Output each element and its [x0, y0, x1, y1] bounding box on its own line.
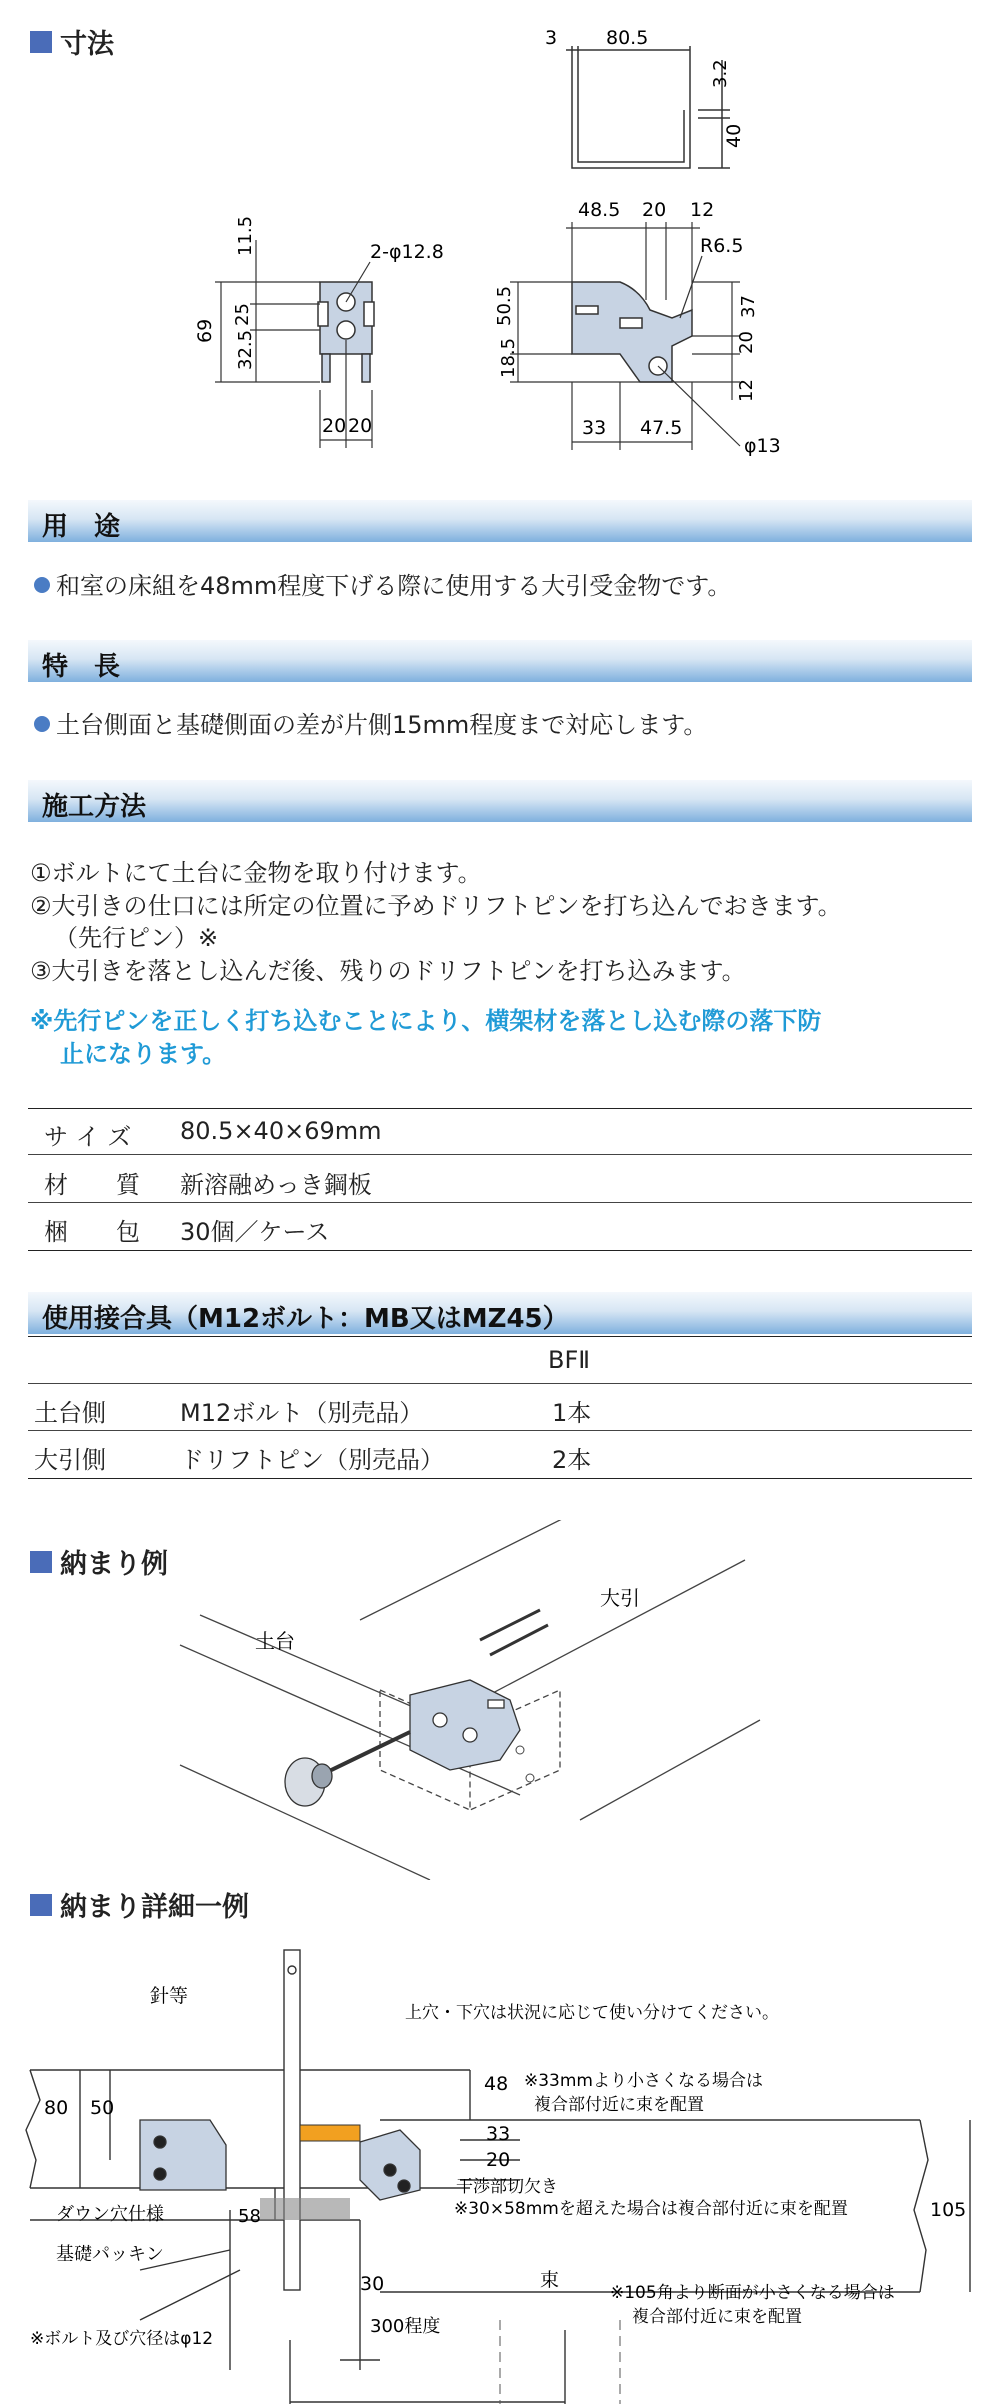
fastener-rule-1	[28, 1383, 972, 1384]
spec-label-size: サ イ ズ	[44, 1123, 132, 1151]
note33-line1: ※33mmより小さくなる場合は	[524, 2071, 763, 2091]
features-text: 土台側面と基礎側面の差が片側15mm程度まで対応します。	[34, 705, 707, 740]
dim-side-18-5: 18.5	[498, 337, 519, 378]
usage-text: 和室の床組を48mm程度下げる際に使用する大引受金物です。	[34, 566, 731, 601]
dim-58: 58	[238, 2206, 261, 2227]
example-illustration	[0, 1520, 1000, 1880]
spec-label-packing: 梱 包	[44, 1218, 140, 1246]
spec-rule-2	[28, 1202, 972, 1203]
label-hari: 針等	[150, 1985, 189, 2007]
dim-side-phi13: φ13	[744, 435, 781, 457]
dim-20: 20	[486, 2149, 511, 2171]
dim-front-hole: 2-φ12.8	[370, 241, 444, 263]
band-features: 特 長	[28, 640, 972, 682]
bullet-dot-icon	[34, 577, 50, 593]
dim-side-48-5: 48.5	[578, 199, 621, 221]
dim-33: 33	[486, 2123, 511, 2145]
note105-line1: ※105角より断面が小さくなる場合は	[610, 2283, 895, 2303]
method-step-1: ①ボルトにて土台に金物を取り付けます。	[30, 859, 482, 887]
label-kansho: 干渉部切欠き	[456, 2177, 558, 2197]
section-title-dimensions: 寸法	[30, 22, 114, 61]
band-method: 施工方法	[28, 780, 972, 822]
fastener-rule-2	[28, 1430, 972, 1431]
dim-top-3: 3	[545, 27, 558, 49]
method-step-3: ③大引きを落とし込んだ後、残りのドリフトピンを打ち込みます。	[30, 957, 746, 985]
dim-side-12: 12	[690, 199, 715, 221]
bolt-note: ※ボルト及び穴径はφ12	[30, 2329, 214, 2349]
dim-front-25: 25	[232, 303, 253, 326]
note30: ※30×58mmを超えた場合は複合部付近に束を配置	[454, 2199, 848, 2219]
dim-side-r6-5: R6.5	[700, 235, 744, 257]
dim-50: 50	[90, 2097, 115, 2119]
fastener-column-header: BFⅡ	[548, 1346, 591, 1374]
spec-table-top-rule	[28, 1108, 972, 1109]
section-title-example: 納まり例	[30, 1542, 168, 1581]
band-usage: 用 途	[28, 500, 972, 542]
label-packing: 基礎パッキン	[56, 2244, 164, 2265]
dim-side-20v: 20	[736, 331, 757, 354]
dim-side-12v: 12	[736, 379, 757, 402]
spec-table-bottom-rule	[28, 1250, 972, 1251]
label-obiki: 大引	[600, 1586, 640, 1610]
spec-rule-1	[28, 1154, 972, 1155]
fastener-side-1: 土台側	[34, 1399, 106, 1427]
square-bullet-icon	[30, 1894, 52, 1916]
dim-top-80-5: 80.5	[606, 27, 649, 49]
dim-side-50-5: 50.5	[494, 285, 515, 326]
dim-front-11-5: 11.5	[235, 215, 256, 256]
fastener-item-2: ドリフトピン（別売品）	[180, 1446, 444, 1474]
method-step-2: ②大引きの仕口には所定の位置に予めドリフトピンを打ち込んでおきます。	[30, 892, 842, 920]
dim-side-47-5: 47.5	[640, 417, 683, 439]
fastener-qty-1: 1本	[552, 1399, 592, 1427]
dim-side-33: 33	[582, 417, 607, 439]
label-tsuka: 束	[540, 2269, 560, 2291]
dim-300: 300程度	[370, 2316, 441, 2337]
dim-30: 30	[360, 2273, 385, 2295]
fastener-item-1: M12ボルト（別売品）	[180, 1399, 424, 1427]
label-dodai: 土台	[255, 1629, 295, 1653]
note105-line2: 複合部付近に束を配置	[632, 2307, 802, 2327]
fastener-rule-bottom	[28, 1478, 972, 1479]
dim-side-20: 20	[642, 199, 667, 221]
method-step-2-note: （先行ピン）※	[54, 924, 219, 952]
bullet-dot-icon	[34, 716, 50, 732]
dim-top-3-2: 3.2	[710, 59, 731, 88]
spec-label-material: 材 質	[44, 1171, 140, 1199]
detail-drawing	[0, 1930, 1000, 2404]
method-note-line2: 止になります。	[60, 1040, 227, 1068]
method-note-line1: ※先行ピンを正しく打ち込むことにより、横架材を落とし込む際の落下防	[30, 1007, 822, 1035]
dim-front-69: 69	[194, 318, 216, 343]
spec-value-size: 80.5×40×69mm	[180, 1117, 382, 1145]
fastener-side-2: 大引側	[34, 1446, 106, 1474]
spec-value-packing: 30個／ケース	[180, 1218, 330, 1246]
dimension-drawings	[0, 0, 1000, 480]
dim-top-40: 40	[723, 123, 745, 148]
fastener-qty-2: 2本	[552, 1446, 592, 1474]
label-down: ダウン穴仕様	[56, 2204, 164, 2225]
dim-side-37: 37	[738, 295, 759, 318]
band-fasteners: 使用接合具（M12ボルト：MB又はMZ45）	[28, 1292, 972, 1334]
dim-front-20b: 20	[348, 415, 373, 437]
dim-front-20a: 20	[322, 415, 347, 437]
section-title-detail: 納まり詳細一例	[30, 1885, 249, 1924]
dim-48: 48	[484, 2073, 509, 2095]
note33-line2: 複合部付近に束を配置	[534, 2095, 704, 2115]
spec-value-material: 新溶融めっき鋼板	[180, 1171, 372, 1199]
fastener-rule-top	[28, 1336, 972, 1337]
dim-80: 80	[44, 2097, 69, 2119]
label-top-note: 上穴・下穴は状況に応じて使い分けてください。	[405, 2003, 779, 2023]
dim-105: 105	[930, 2199, 967, 2221]
dim-front-32-5: 32.5	[235, 329, 256, 370]
